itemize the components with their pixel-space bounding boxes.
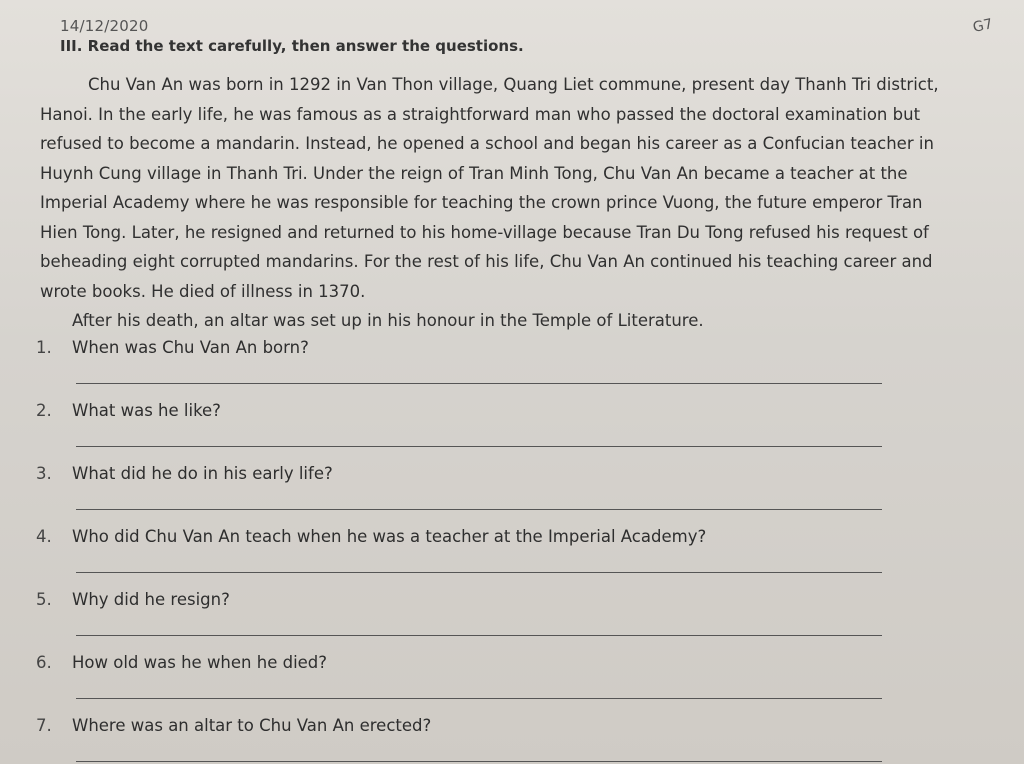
question-text: How old was he when he died?: [72, 653, 328, 672]
question-text: What did he do in his early life?: [72, 464, 333, 483]
answer-line[interactable]: [76, 383, 882, 384]
passage-line: Hanoi. In the early life, he was famous as a straightforward man who passed the doctoral examination but: [40, 104, 921, 124]
answer-line[interactable]: [76, 698, 882, 699]
question-number: 1.: [36, 338, 52, 357]
answer-line[interactable]: [76, 635, 882, 636]
question-text: Where was an altar to Chu Van An erected?: [72, 716, 432, 735]
question-list: [36, 333, 936, 764]
question-item: [36, 522, 936, 585]
passage-line: After his death, an altar was set up in his honour in the Temple of Literature.: [72, 311, 704, 330]
question-number: 2.: [36, 401, 52, 420]
question-text: Why did he resign?: [72, 590, 230, 609]
answer-line[interactable]: [76, 572, 882, 573]
question-item: [36, 711, 936, 764]
answer-line[interactable]: [76, 761, 882, 762]
question-text: Who did Chu Van An teach when he was a teacher at the Imperial Academy?: [72, 527, 707, 546]
passage-line: Imperial Academy where he was responsible for teaching the crown prince Vuong, the future emperor Tran: [40, 193, 923, 212]
question-text: When was Chu Van An born?: [72, 338, 309, 357]
question-number: 4.: [36, 527, 52, 546]
question-number: 3.: [36, 464, 52, 483]
exercise-instruction: III. Read the text carefully, then answer the questions.: [60, 37, 524, 55]
question-number: 6.: [36, 653, 52, 672]
question-item: [36, 396, 936, 459]
passage-line: refused to become a mandarin. Instead, he opened a school and began his career as a Confucian teacher in: [40, 134, 934, 153]
passage-line: Huynh Cung village in Thanh Tri. Under the reign of Tran Minh Tong, Chu Van An became a teacher at the: [40, 163, 908, 183]
passage-line: Hien Tong. Later, he resigned and returned to his home-village because Tran Du Tong refused his request of: [40, 222, 929, 242]
question-text: What was he like?: [72, 401, 221, 420]
handwritten-mark: G7: [971, 16, 995, 36]
question-number: 7.: [36, 716, 52, 735]
passage-line: wrote books. He died of illness in 1370.: [40, 281, 366, 301]
answer-line[interactable]: [76, 509, 882, 510]
question-item: [36, 459, 936, 522]
answer-line[interactable]: [76, 446, 882, 447]
question-item: [36, 648, 936, 711]
worksheet-date: 14/12/2020: [60, 17, 149, 35]
passage-line: Chu Van An was born in 1292 in Van Thon village, Quang Liet commune, present day Thanh Tri district,: [88, 75, 939, 94]
reading-passage: [40, 70, 1020, 336]
passage-line: beheading eight corrupted mandarins. For the rest of his life, Chu Van An continued his teaching career and: [40, 252, 933, 271]
question-item: [36, 333, 936, 396]
question-number: 5.: [36, 590, 52, 609]
question-item: [36, 585, 936, 648]
